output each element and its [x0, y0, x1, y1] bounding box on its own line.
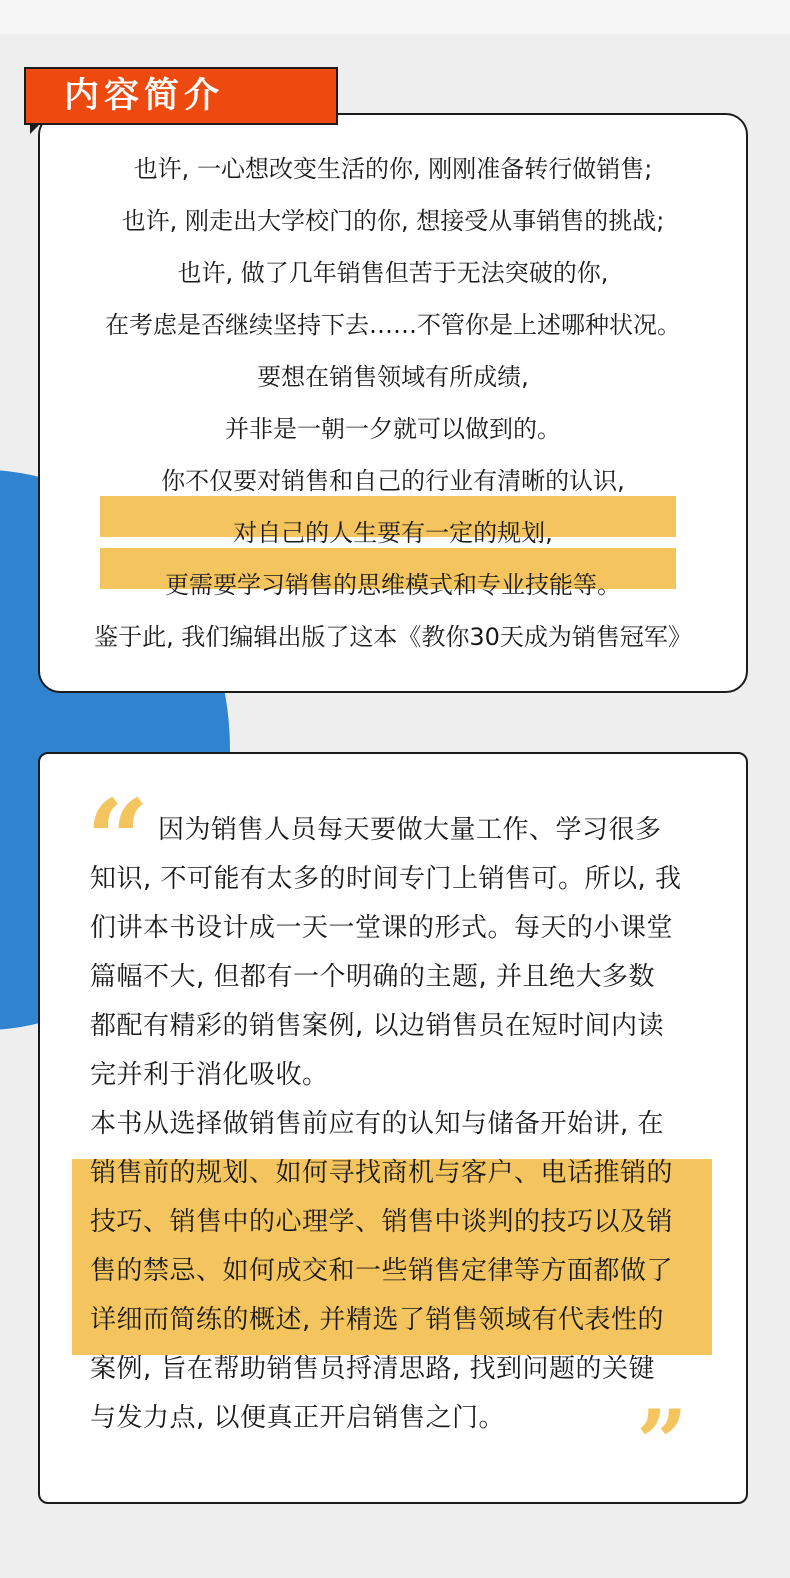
intro-line-highlighted: 对自己的人生要有一定的规划,	[233, 519, 553, 547]
intro-line: 在考虑是否继续坚持下去……不管你是上述哪种状况。	[105, 311, 681, 339]
section-title-tag: 内容简介	[24, 67, 338, 125]
detail-line: 案例, 旨在帮助销售员捋清思路, 找到问题的关键	[90, 1354, 656, 1384]
top-band	[0, 0, 790, 34]
detail-line: 售的禁忌、如何成交和一些销售定律等方面都做了	[90, 1256, 674, 1286]
detail-line: 们讲本书设计成一天一堂课的形式。每天的小课堂	[90, 913, 674, 943]
detail-line: 都配有精彩的销售案例, 以边销售员在短时间内读	[90, 1011, 665, 1041]
detail-text-block	[90, 855, 722, 1443]
detail-line: 知识, 不可能有太多的时间专门上销售可。所以, 我	[90, 864, 682, 894]
intro-line: 要想在销售领域有所成绩,	[257, 363, 529, 391]
intro-line-highlighted: 更需要学习销售的思维模式和专业技能等。	[165, 571, 621, 599]
detail-line: 销售前的规划、如何寻找商机与客户、电话推销的	[90, 1158, 674, 1188]
detail-first-line	[158, 806, 718, 855]
intro-line: 也许, 刚走出大学校门的你, 想接受从事销售的挑战;	[121, 207, 665, 235]
intro-text-block	[40, 143, 746, 663]
detail-line: 详细而简练的概述, 并精选了销售领域有代表性的	[90, 1305, 665, 1335]
detail-line: 本书从选择做销售前应有的认知与储备开始讲, 在	[90, 1109, 665, 1139]
detail-line: 因为销售人员每天要做大量工作、学习很多	[158, 815, 662, 845]
intro-line: 鉴于此, 我们编辑出版了这本《教你30天成为销售冠军》	[94, 623, 692, 651]
intro-line: 并非是一朝一夕就可以做到的。	[225, 415, 561, 443]
close-quote-icon: ”	[636, 1390, 688, 1496]
detail-line: 篇幅不大, 但都有一个明确的主题, 并且绝大多数	[90, 962, 656, 992]
intro-line: 你不仅要对销售和自己的行业有清晰的认识,	[161, 467, 625, 495]
intro-line: 也许, 做了几年销售但苦于无法突破的你,	[177, 259, 609, 287]
detail-line: 完并利于消化吸收。	[90, 1060, 329, 1090]
detail-line: 与发力点, 以便真正开启销售之门。	[90, 1403, 506, 1433]
open-quote-icon: “	[86, 775, 150, 904]
intro-line: 也许, 一心想改变生活的你, 刚刚准备转行做销售;	[133, 155, 653, 183]
detail-line: 技巧、销售中的心理学、销售中谈判的技巧以及销	[90, 1207, 674, 1237]
